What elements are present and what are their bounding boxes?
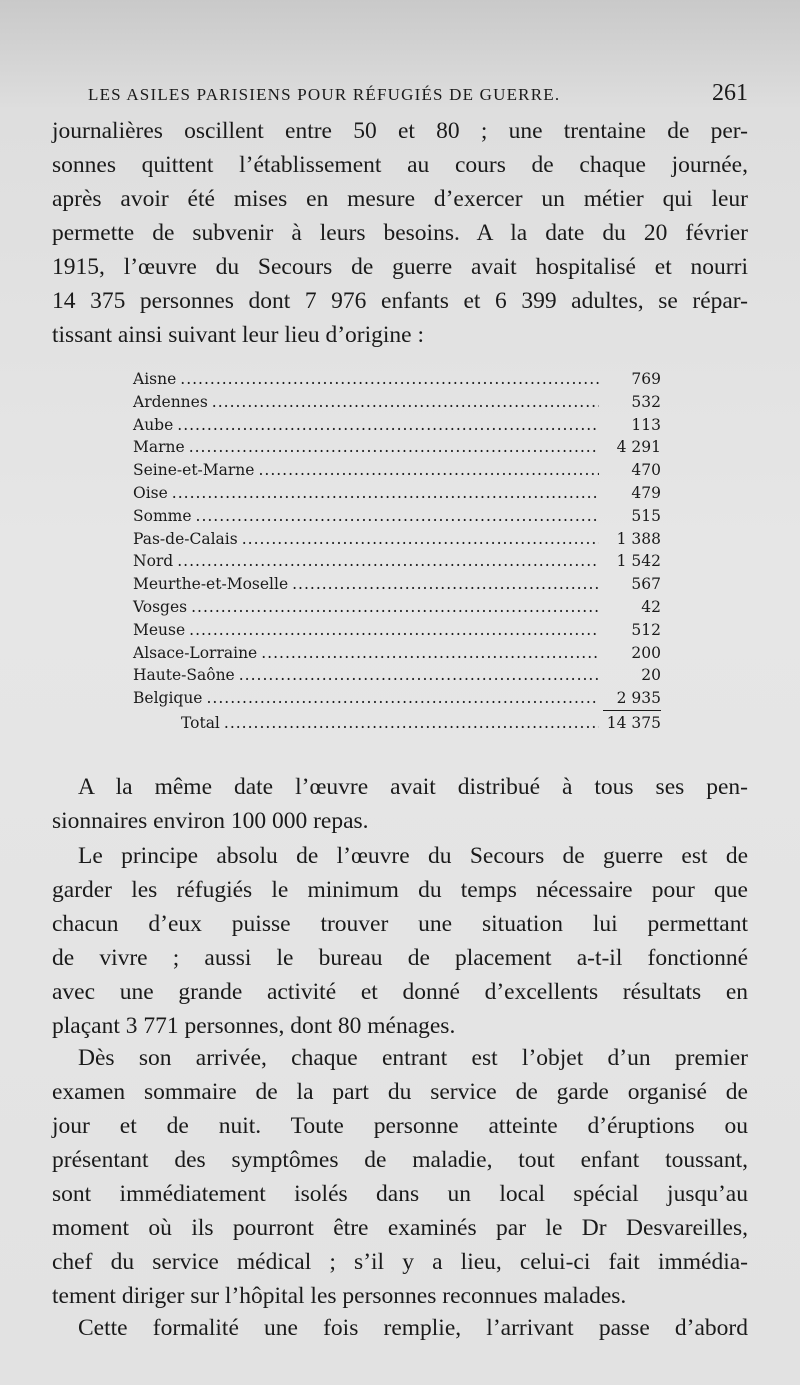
department-count: 515 — [631, 506, 661, 525]
text-line: de vivre ; aussi le bureau de placement a-t-il fonctionné — [52, 945, 748, 971]
text-line: chef du service médical ; s’il y a lieu, celui-ci fait immédia- — [52, 1249, 748, 1275]
leader-dots — [177, 414, 599, 437]
text-line: chacun d’eux puisse trouver une situation lui permettant — [52, 911, 748, 937]
text-line: sionnaires environ 100 000 repas. — [52, 808, 369, 834]
department-count: 769 — [631, 370, 661, 388]
department-count: 532 — [631, 392, 661, 411]
table-row — [133, 550, 661, 573]
department-count: 42 — [641, 597, 661, 616]
text-line: sonnes quittent l’établissement au cours de chaque journée, — [52, 152, 748, 178]
table-row — [133, 459, 661, 482]
text-line: journalières oscillent entre 50 et 80 ; une trentaine de per- — [52, 118, 748, 144]
department-name: Meurthe-et-Moselle — [133, 575, 289, 594]
table-row — [133, 642, 661, 665]
department-count: 20 — [641, 666, 661, 685]
department-name: Meuse — [133, 620, 186, 639]
text-line: Cette formalité une fois remplie, l’arrivant passe d’abord — [78, 1315, 748, 1341]
paragraph-5 — [52, 1311, 748, 1345]
department-name: Seine-et-Marne — [133, 461, 255, 480]
leader-dots — [258, 459, 599, 482]
origin-table — [133, 368, 661, 735]
leader-dots — [172, 482, 599, 505]
page-number: 261 — [712, 80, 748, 106]
text-line: après avoir été mises en mesure d’exercer un métier qui leur — [52, 186, 748, 212]
department-count: 1 542 — [616, 552, 661, 571]
text-line: examen sommaire de la part du service de garde organisé de — [52, 1079, 748, 1105]
department-name: Vosges — [133, 597, 188, 616]
text-line: tement diriger sur l’hôpital les personnes reconnues malades. — [52, 1283, 627, 1309]
text-line: 1915, l’œuvre du Secours de guerre avait hospitalisé et nourri — [52, 254, 748, 280]
leader-dots — [196, 505, 599, 528]
text-line: tissant ainsi suivant leur lieu d’origine : — [52, 322, 425, 348]
department-name: Aisne — [133, 370, 177, 388]
department-name: Ardennes — [133, 392, 208, 411]
department-name: Somme — [133, 506, 192, 525]
leader-dots — [239, 664, 599, 687]
table-row — [133, 528, 661, 551]
leader-dots — [180, 368, 599, 391]
text-line: jour et de nuit. Toute personne atteinte d’éruptions ou — [52, 1113, 748, 1139]
table-row — [133, 505, 661, 528]
text-line: plaçant 3 771 personnes, dont 80 ménages. — [52, 1013, 456, 1039]
department-name: Marne — [133, 438, 185, 457]
paragraph-1 — [52, 114, 748, 352]
leader-dots — [224, 712, 599, 735]
department-name: Nord — [133, 552, 174, 571]
total-label: Total — [181, 713, 220, 732]
table-row — [133, 482, 661, 505]
leader-dots — [189, 619, 599, 642]
table-row — [133, 436, 661, 459]
table-row — [133, 414, 661, 437]
department-count: 4 291 — [616, 438, 661, 457]
text-line: moment où ils pourront être examinés par le Dr Desvareilles, — [52, 1215, 748, 1241]
department-name: Alsace-Lorraine — [133, 643, 258, 662]
department-count: 1 388 — [616, 529, 661, 548]
leader-dots — [242, 528, 599, 551]
leader-dots — [177, 550, 599, 573]
table-row — [133, 573, 661, 596]
department-count: 113 — [631, 415, 661, 434]
table-row — [133, 664, 661, 687]
text-line: sont immédiatement isolés dans un local spécial jusqu’au — [52, 1181, 748, 1207]
total-value: 14 375 — [606, 713, 661, 732]
text-line: garder les réfugiés le minimum du temps nécessaire pour que — [52, 877, 748, 903]
running-title: LES ASILES PARISIENS POUR RÉFUGIÉS DE GUERRE. — [88, 85, 561, 104]
department-count: 2 935 — [603, 687, 661, 711]
table-row — [133, 391, 661, 414]
text-line: avec une grande activité et donné d’excellents résultats en — [52, 979, 748, 1005]
text-line: Dès son arrivée, chaque entrant est l’objet d’un premier — [78, 1045, 748, 1071]
running-head — [88, 80, 748, 107]
text-line: A la même date l’œuvre avait distribué à tous ses pen- — [78, 774, 748, 800]
paragraph-4 — [52, 1041, 748, 1313]
department-name: Haute-Saône — [133, 666, 235, 685]
department-name: Oise — [133, 483, 168, 502]
department-name: Aube — [133, 415, 174, 434]
text-line: 14 375 personnes dont 7 976 enfants et 6 399 adultes, se répar- — [52, 288, 748, 314]
leader-dots — [261, 642, 599, 665]
text-line: présentant des symptômes de maladie, tout enfant toussant, — [52, 1147, 748, 1173]
department-count: 512 — [631, 620, 661, 639]
department-name: Pas-de-Calais — [133, 529, 238, 548]
text-line: permette de subvenir à leurs besoins. A la date du 20 février — [52, 220, 748, 246]
paragraph-2 — [52, 770, 748, 838]
department-name: Belgique — [133, 689, 203, 708]
department-count: 479 — [631, 483, 661, 502]
department-count: 567 — [631, 575, 661, 594]
leader-dots — [191, 596, 599, 619]
department-count: 200 — [631, 643, 661, 662]
table-row — [133, 596, 661, 619]
department-count: 470 — [631, 461, 661, 480]
table-row — [133, 687, 661, 710]
leader-dots — [189, 436, 599, 459]
total-row — [133, 712, 661, 735]
table-row — [133, 619, 661, 642]
table-row — [133, 368, 661, 391]
leader-dots — [212, 391, 599, 414]
leader-dots — [292, 573, 599, 596]
text-line: Le principe absolu de l’œuvre du Secours de guerre est de — [78, 843, 748, 869]
paragraph-3 — [52, 839, 748, 1043]
leader-dots — [206, 687, 599, 710]
